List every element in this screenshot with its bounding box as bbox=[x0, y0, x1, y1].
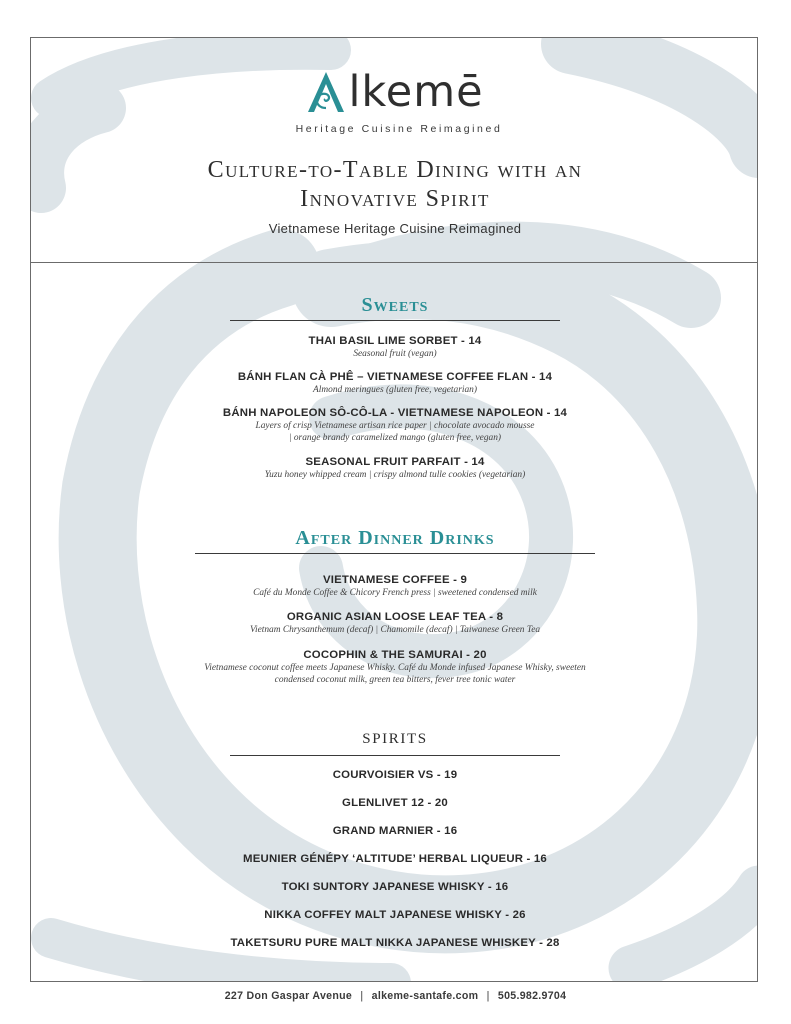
spirit-name: GRAND MARNIER - 16 bbox=[332, 825, 458, 837]
sweets-section-header bbox=[31, 294, 758, 321]
spirit-item bbox=[31, 880, 758, 894]
footer-separator: | bbox=[360, 990, 364, 1002]
spirit-name: TOKI SUNTORY JAPANESE WHISKY - 16 bbox=[281, 881, 509, 893]
sweets-rule bbox=[230, 320, 560, 321]
spirit-item bbox=[31, 908, 758, 922]
spirit-name: TAKETSURU PURE MALT NIKKA JAPANESE WHISKEY - 28 bbox=[230, 937, 560, 949]
page-subheadline: Vietnamese Heritage Cuisine Reimagined bbox=[268, 221, 522, 236]
item-description: Layers of crisp Vietnamese artisan rice paper | chocolate avocado mousse bbox=[255, 421, 535, 431]
spirit-name: GLENLIVET 12 - 20 bbox=[342, 797, 448, 809]
logo-text: lkemē bbox=[348, 67, 484, 117]
logo-tagline: Heritage Cuisine Reimagined bbox=[295, 123, 503, 135]
menu-page bbox=[30, 37, 758, 982]
menu-item bbox=[31, 610, 758, 636]
item-description-line-2: condensed coconut milk, green tea bitters, fever tree tonic water bbox=[274, 675, 516, 685]
item-name: THAI BASIL LIME SORBET - 14 bbox=[308, 335, 482, 347]
spirit-item bbox=[31, 852, 758, 866]
contact-footer bbox=[0, 990, 791, 1002]
item-description: Vietnamese coconut coffee meets Japanese Whisky. Café du Monde infused Japanese Whisky, sweeten bbox=[204, 663, 586, 673]
logo-wordmark bbox=[306, 67, 484, 117]
menu-item bbox=[31, 573, 758, 599]
spirit-item bbox=[31, 824, 758, 838]
footer-website-link[interactable]: alkeme-santafe.com bbox=[371, 990, 479, 1002]
spirit-item bbox=[31, 936, 758, 950]
menu-item bbox=[31, 455, 758, 481]
after-dinner-section-header bbox=[31, 527, 758, 554]
header-divider bbox=[31, 262, 758, 263]
spiral-a-icon bbox=[306, 70, 346, 114]
after-dinner-rule bbox=[195, 553, 595, 554]
item-description: Yuzu honey whipped cream | crispy almond tulle cookies (vegetarian) bbox=[264, 470, 526, 480]
menu-item bbox=[31, 370, 758, 396]
item-description-line-2: | orange brandy caramelized mango (gluten free, vegan) bbox=[288, 433, 502, 443]
spirit-name: COURVOISIER VS - 19 bbox=[332, 769, 458, 781]
page-headline bbox=[31, 156, 758, 214]
item-name: BÁNH NAPOLEON SÔ-CÔ-LA - VIETNAMESE NAPOLEON - 14 bbox=[222, 407, 568, 419]
spirit-name: NIKKA COFFEY MALT JAPANESE WHISKY - 26 bbox=[264, 909, 526, 921]
sweets-title: Sweets bbox=[361, 294, 429, 316]
headline-line-2: Innovative Spirit bbox=[300, 186, 490, 212]
item-description: Café du Monde Coffee & Chicory French press | sweetened condensed milk bbox=[253, 588, 537, 598]
footer-phone[interactable]: 505.982.9704 bbox=[497, 990, 567, 1002]
item-description: Vietnam Chrysanthemum (decaf) | Chamomile (decaf) | Taiwanese Green Tea bbox=[249, 625, 541, 635]
spirits-rule bbox=[230, 755, 560, 756]
spirit-name: MEUNIER GÉNÉPY ‘ALTITUDE’ HERBAL LIQUEUR - 16 bbox=[243, 853, 547, 865]
headline-line-1: Culture-to-Table Dining with an bbox=[207, 157, 583, 183]
spirit-item bbox=[31, 796, 758, 810]
footer-separator: | bbox=[486, 990, 490, 1002]
item-name: COCOPHIN & THE SAMURAI - 20 bbox=[303, 649, 487, 661]
menu-item bbox=[31, 334, 758, 360]
spirits-title: SPIRITS bbox=[362, 731, 428, 747]
spirit-item bbox=[31, 768, 758, 782]
item-name: BÁNH FLAN CÀ PHÊ – VIETNAMESE COFFEE FLAN - 14 bbox=[237, 371, 553, 383]
item-description: Seasonal fruit (vegan) bbox=[353, 349, 437, 359]
item-name: VIETNAMESE COFFEE - 9 bbox=[322, 574, 468, 586]
spirits-section-header bbox=[31, 728, 758, 756]
footer-address: 227 Don Gaspar Avenue bbox=[224, 990, 353, 1002]
item-name: SEASONAL FRUIT PARFAIT - 14 bbox=[305, 456, 485, 468]
item-name: ORGANIC ASIAN LOOSE LEAF TEA - 8 bbox=[286, 611, 504, 623]
brand-logo bbox=[31, 68, 758, 135]
menu-item bbox=[31, 406, 758, 444]
after-dinner-title: After Dinner Drinks bbox=[295, 527, 495, 549]
item-description: Almond meringues (gluten free, vegetarian) bbox=[313, 385, 477, 395]
menu-item bbox=[31, 648, 758, 686]
